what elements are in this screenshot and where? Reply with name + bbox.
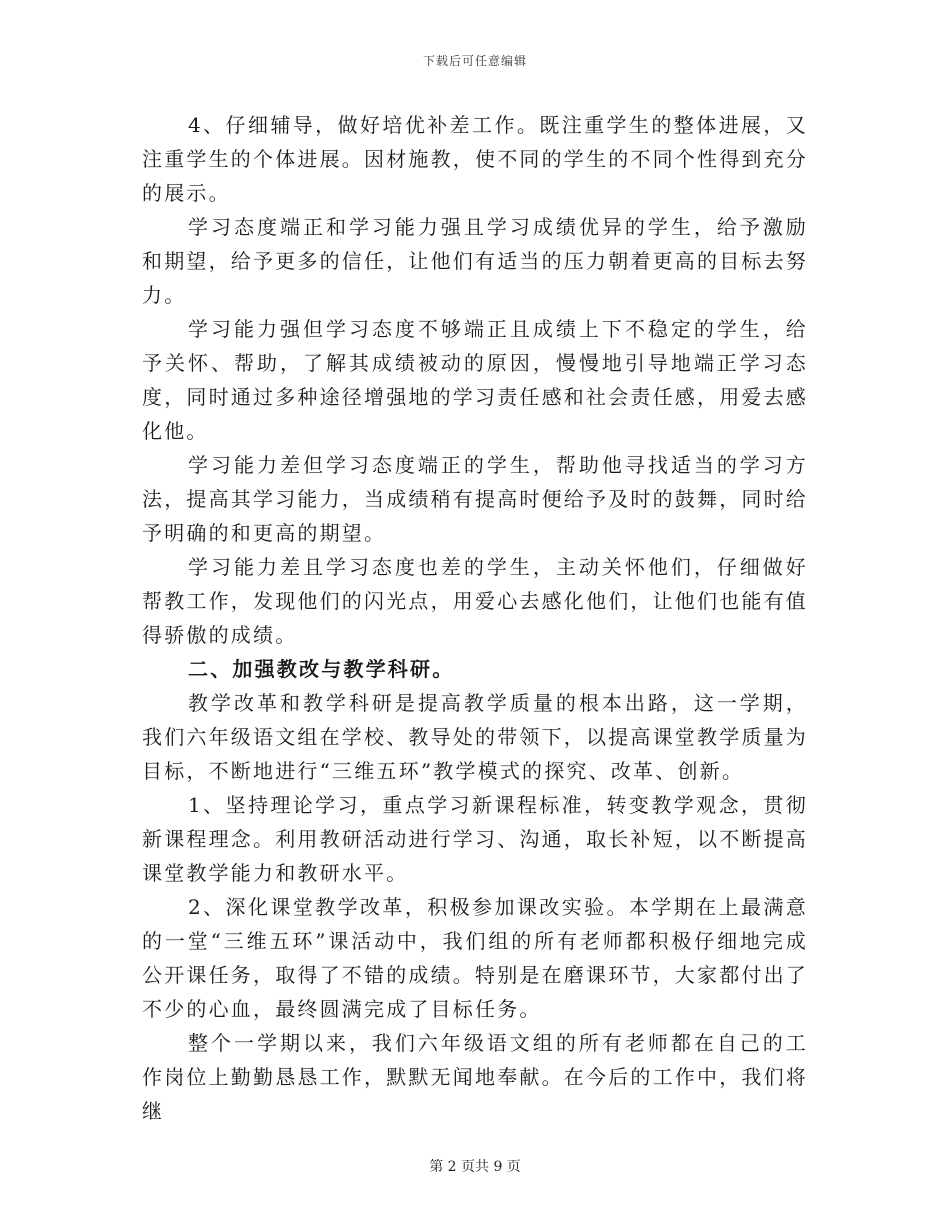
section-heading: 二、加强教改与教学科研。 (188, 657, 455, 681)
paragraph-capable-unsteady-students: 学习能力强但学习态度不够端正且成绩上下不稳定的学生，给予关怀、帮助，了解其成绩被动的原因，慢慢地引导地端正学习态度，同时通过多种途径增强地的学习责任感和社会责任感，用爱去感化他。 (142, 317, 808, 443)
paragraph-excellent-students: 学习态度端正和学习能力强且学习成绩优异的学生，给予激励和期望，给予更多的信任，让他们有适当的压力朝着更高的目标去努力。 (142, 215, 808, 307)
paragraph-classroom-reform: 2、深化课堂教学改革，积极参加课改实验。本学期在上最满意的一堂“三维五环”课活动中，我们组的所有老师都积极仔细地完成公开课任务，取得了不错的成绩。特别是在磨课环节，大家都付出了不少的心血，最终圆满完成了目标任务。 (142, 895, 808, 1021)
paragraph-teaching-reform: 教学改革和教学科研是提高教学质量的根本出路，这一学期，我们六年级语文组在学校、教导处的带领下，以提高课堂教学质量为目标，不断地进行“三维五环”教学模式的探究、改革、创新。 (142, 691, 808, 783)
page-header: 下载后可任意编辑 (422, 54, 527, 68)
paragraph-summary: 整个一学期以来，我们六年级语文组的所有老师都在自己的工作岗位上勤勤恳恳工作，默默无闻地奉献。在今后的工作中，我们将继 (142, 1031, 808, 1123)
paragraph-struggling-students: 学习能力差且学习态度也差的学生，主动关怀他们，仔细做好帮教工作，发现他们的闪光点，用爱心去感化他们，让他们也能有值得骄傲的成绩。 (142, 555, 808, 647)
page-number: 第 2 页共 9 页 (429, 1159, 521, 1175)
paragraph-tutoring: 4、仔细辅导，做好培优补差工作。既注重学生的整体进展，又注重学生的个体进展。因材施教，使不同的学生的不同个性得到充分的展示。 (142, 113, 808, 205)
document-body (142, 108, 808, 1128)
paragraph-diligent-students: 学习能力差但学习态度端正的学生，帮助他寻找适当的学习方法，提高其学习能力，当成绩稍有提高时便给予及时的鼓舞，同时给予明确的和更高的期望。 (142, 453, 808, 545)
paragraph-theory-study: 1、坚持理论学习，重点学习新课程标准，转变教学观念，贯彻新课程理念。利用教研活动进行学习、沟通，取长补短，以不断提高课堂教学能力和教研水平。 (142, 793, 808, 885)
